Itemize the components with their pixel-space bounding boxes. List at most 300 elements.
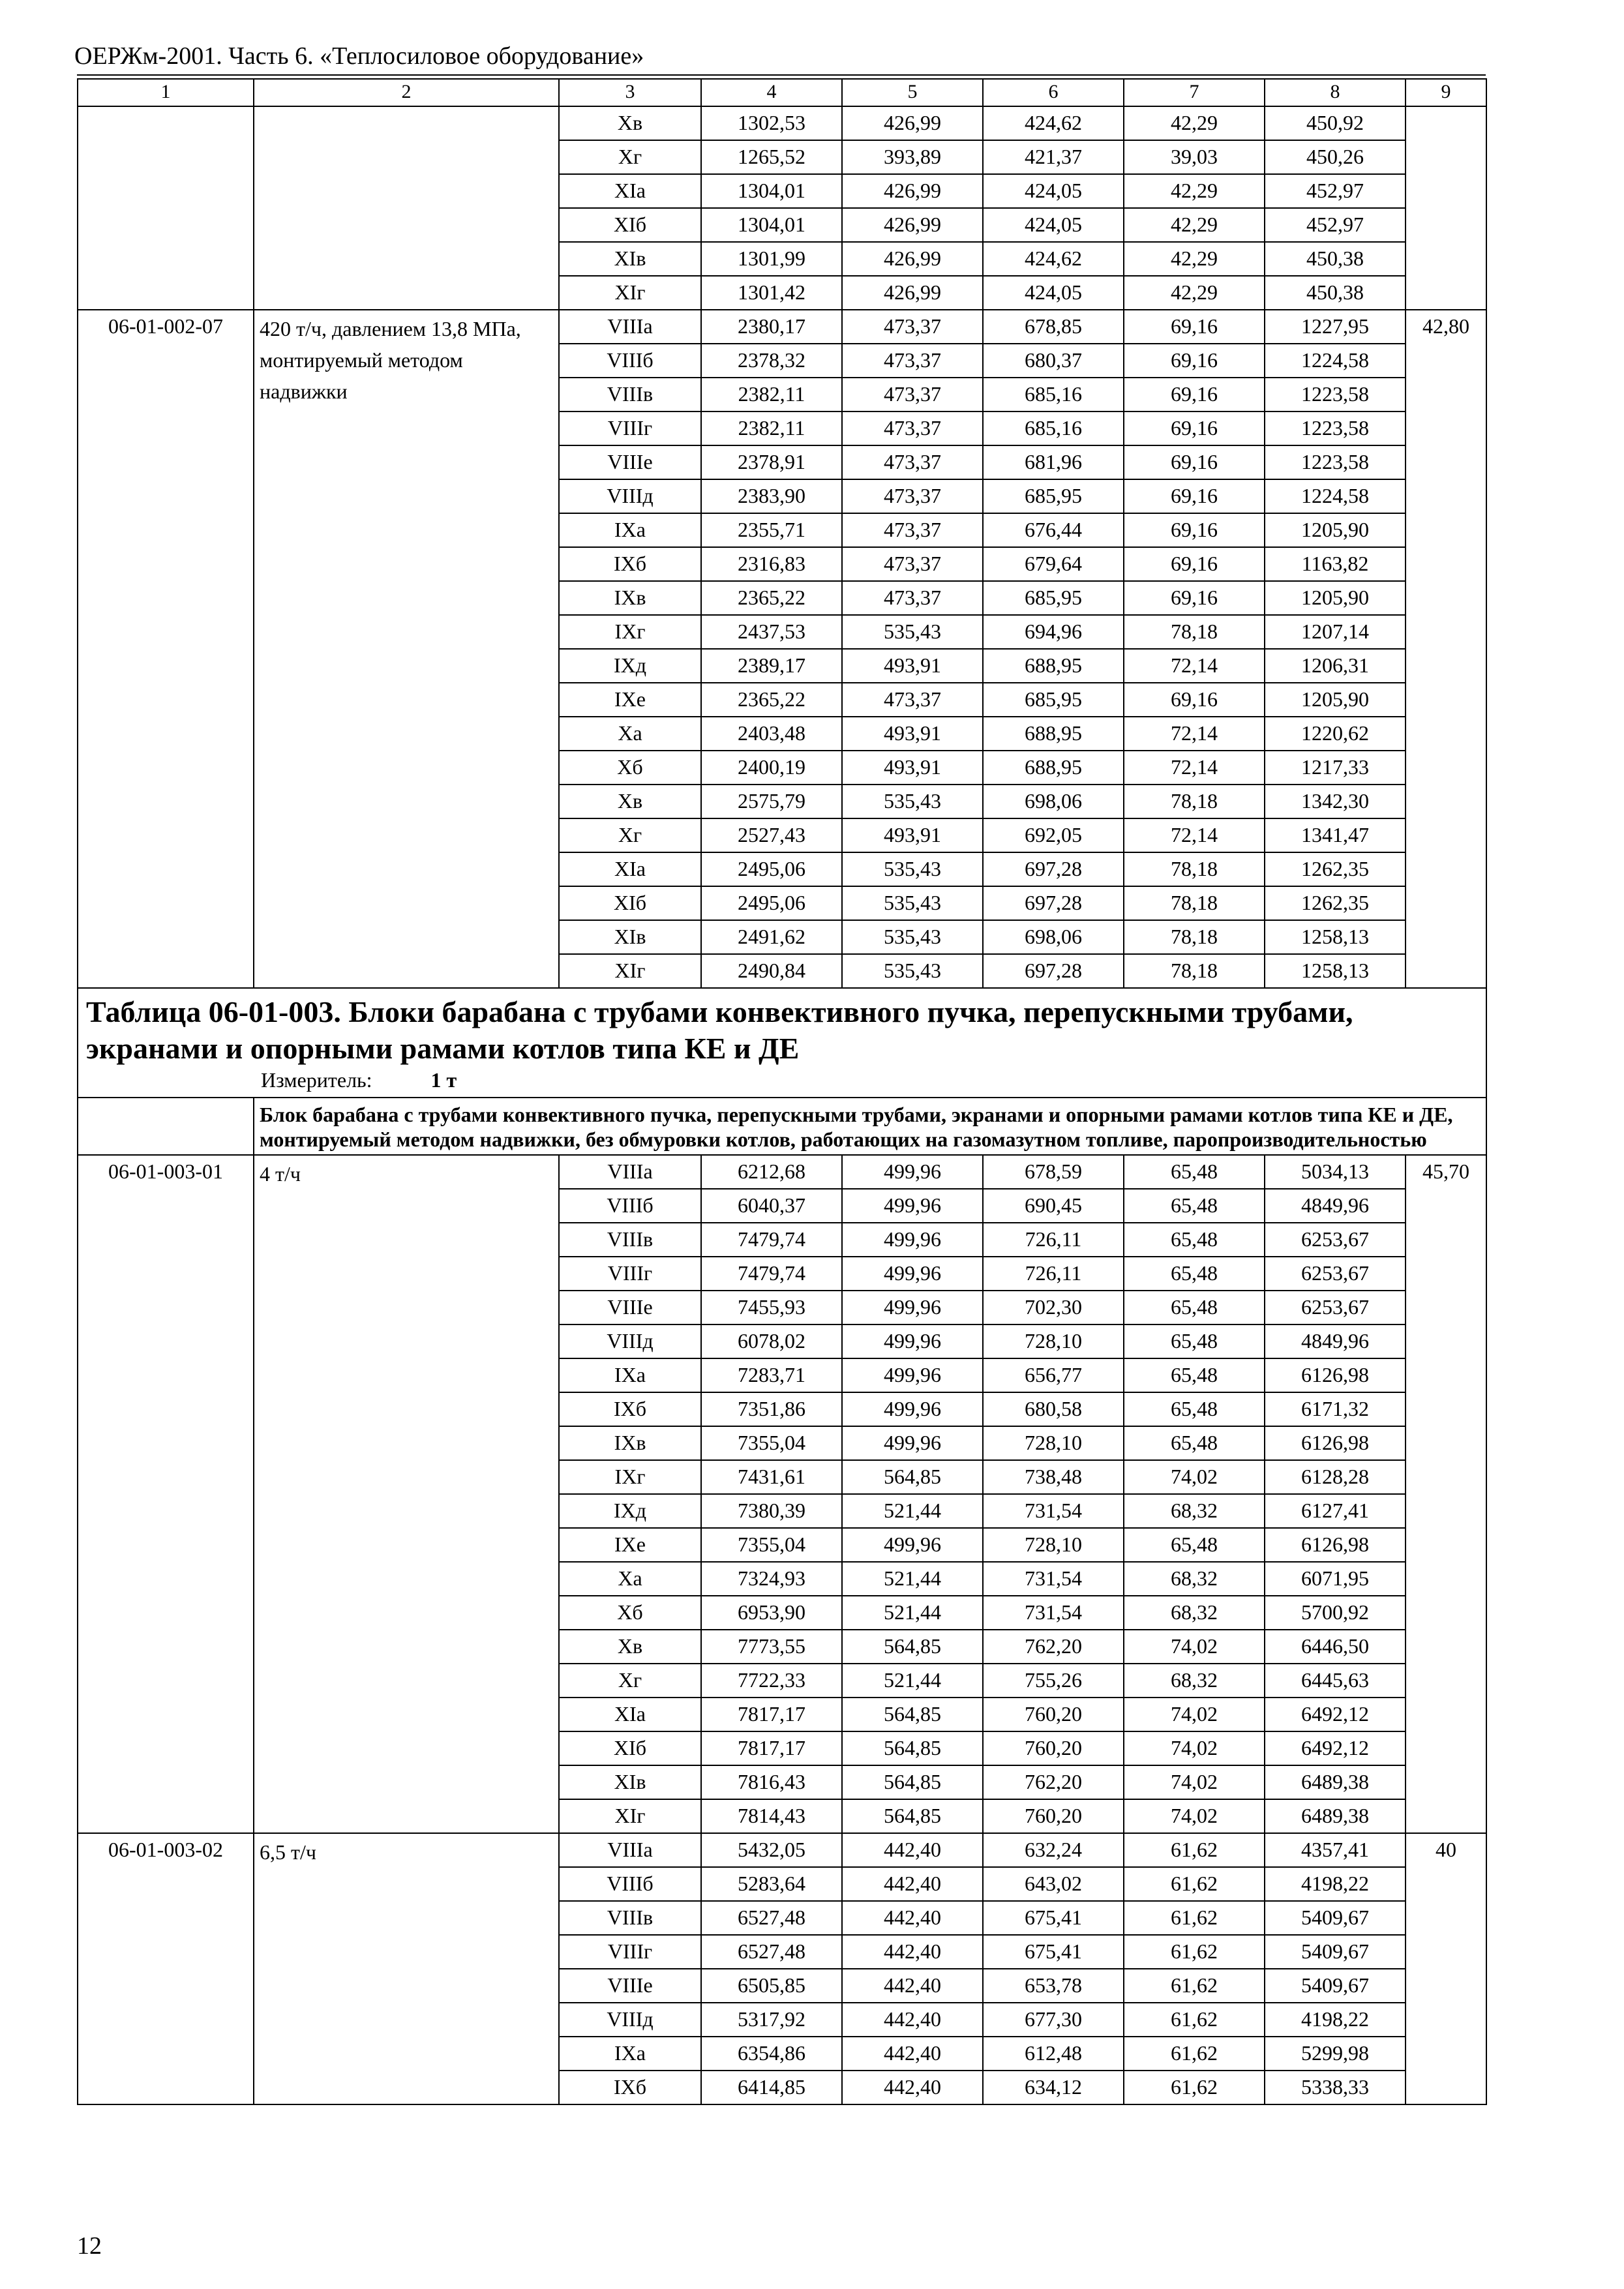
value-cell: 442,40 [842, 1833, 983, 1867]
value-cell: 6527,48 [701, 1935, 842, 1969]
value-cell: 493,91 [842, 649, 983, 683]
value-cell: 473,37 [842, 411, 983, 445]
value-cell: 442,40 [842, 2071, 983, 2104]
value-cell: 521,44 [842, 1664, 983, 1698]
value-cell: 762,20 [983, 1630, 1124, 1664]
value-cell: 690,45 [983, 1189, 1124, 1223]
value-cell: 499,96 [842, 1358, 983, 1392]
region-cell: VIIIг [559, 411, 701, 445]
region-cell: IХа [559, 2037, 701, 2071]
value-cell: 521,44 [842, 1596, 983, 1630]
region-cell: ХIг [559, 1799, 701, 1833]
value-cell: 6445,63 [1265, 1664, 1406, 1698]
value-cell: 61,62 [1124, 2003, 1265, 2037]
region-cell: Хб [559, 1596, 701, 1630]
group-code-cell [78, 1098, 254, 1155]
value-cell: 685,16 [983, 378, 1124, 411]
rate-code-cell: 06-01-003-02 [78, 1833, 254, 2104]
region-cell: VIIIд [559, 1324, 701, 1358]
value-cell: 6527,48 [701, 1901, 842, 1935]
value-cell: 726,11 [983, 1257, 1124, 1291]
value-cell: 61,62 [1124, 1935, 1265, 1969]
rate-description-cell: 420 т/ч, давлением 13,8 МПа, монтируемый методом надвижки [254, 310, 559, 988]
region-cell: VIIIа [559, 310, 701, 344]
value-cell: 643,02 [983, 1867, 1124, 1901]
region-cell: IХг [559, 1460, 701, 1494]
value-cell: 78,18 [1124, 852, 1265, 886]
column-number-cell: 6 [983, 79, 1124, 106]
value-cell: 535,43 [842, 615, 983, 649]
labor-cell: 42,80 [1406, 310, 1486, 988]
value-cell: 473,37 [842, 310, 983, 344]
value-cell: 78,18 [1124, 920, 1265, 954]
region-cell: VIIIг [559, 1257, 701, 1291]
value-cell: 42,29 [1124, 208, 1265, 242]
value-cell: 473,37 [842, 445, 983, 479]
value-cell: 78,18 [1124, 615, 1265, 649]
value-cell: 5409,67 [1265, 1969, 1406, 2003]
page-number: 12 [77, 2232, 102, 2260]
group-description-row [78, 1098, 1486, 1155]
value-cell: 762,20 [983, 1765, 1124, 1799]
value-cell: 698,06 [983, 920, 1124, 954]
value-cell: 442,40 [842, 1935, 983, 1969]
value-cell: 5283,64 [701, 1867, 842, 1901]
value-cell: 678,59 [983, 1155, 1124, 1189]
value-cell: 426,99 [842, 242, 983, 276]
value-cell: 61,62 [1124, 2071, 1265, 2104]
value-cell: 442,40 [842, 1901, 983, 1935]
region-cell: VIIIе [559, 1291, 701, 1324]
region-cell: IХв [559, 1426, 701, 1460]
value-cell: 65,48 [1124, 1189, 1265, 1223]
value-cell: 564,85 [842, 1799, 983, 1833]
region-cell: IХд [559, 1494, 701, 1528]
value-cell: 65,48 [1124, 1291, 1265, 1324]
value-cell: 442,40 [842, 1969, 983, 2003]
value-cell: 1163,82 [1265, 547, 1406, 581]
value-cell: 6414,85 [701, 2071, 842, 2104]
value-cell: 4198,22 [1265, 1867, 1406, 1901]
value-cell: 1223,58 [1265, 445, 1406, 479]
value-cell: 424,62 [983, 242, 1124, 276]
value-cell: 42,29 [1124, 276, 1265, 310]
value-cell: 1223,58 [1265, 378, 1406, 411]
value-cell: 1304,01 [701, 174, 842, 208]
value-cell: 2389,17 [701, 649, 842, 683]
value-cell: 78,18 [1124, 785, 1265, 818]
value-cell: 697,28 [983, 954, 1124, 988]
value-cell: 69,16 [1124, 547, 1265, 581]
value-cell: 7283,71 [701, 1358, 842, 1392]
value-cell: 499,96 [842, 1324, 983, 1358]
region-cell: Ха [559, 1562, 701, 1596]
value-cell: 499,96 [842, 1291, 983, 1324]
region-cell: VIIIе [559, 1969, 701, 2003]
region-cell: IХб [559, 1392, 701, 1426]
value-cell: 68,32 [1124, 1562, 1265, 1596]
value-cell: 681,96 [983, 445, 1124, 479]
region-cell: Хг [559, 140, 701, 174]
value-cell: 74,02 [1124, 1765, 1265, 1799]
value-cell: 679,64 [983, 547, 1124, 581]
value-cell: 1224,58 [1265, 344, 1406, 378]
table-row [78, 310, 1486, 344]
value-cell: 424,05 [983, 276, 1124, 310]
value-cell: 5700,92 [1265, 1596, 1406, 1630]
value-cell: 2400,19 [701, 751, 842, 785]
value-cell: 426,99 [842, 106, 983, 140]
value-cell: 2382,11 [701, 411, 842, 445]
region-cell: ХIв [559, 242, 701, 276]
value-cell: 680,37 [983, 344, 1124, 378]
region-cell: Хг [559, 818, 701, 852]
rates-table-container [77, 78, 1486, 2105]
value-cell: 61,62 [1124, 2037, 1265, 2071]
value-cell: 42,29 [1124, 106, 1265, 140]
value-cell: 69,16 [1124, 513, 1265, 547]
value-cell: 1217,33 [1265, 751, 1406, 785]
region-cell: VIIIд [559, 479, 701, 513]
value-cell: 728,10 [983, 1426, 1124, 1460]
value-cell: 7479,74 [701, 1223, 842, 1257]
value-cell: 65,48 [1124, 1324, 1265, 1358]
value-cell: 499,96 [842, 1223, 983, 1257]
value-cell: 685,16 [983, 411, 1124, 445]
region-cell: VIIIа [559, 1833, 701, 1867]
value-cell: 7817,17 [701, 1698, 842, 1731]
value-cell: 452,97 [1265, 208, 1406, 242]
value-cell: 473,37 [842, 344, 983, 378]
value-cell: 499,96 [842, 1155, 983, 1189]
value-cell: 69,16 [1124, 581, 1265, 615]
value-cell: 6212,68 [701, 1155, 842, 1189]
value-cell: 2382,11 [701, 378, 842, 411]
value-cell: 5338,33 [1265, 2071, 1406, 2104]
value-cell: 4198,22 [1265, 2003, 1406, 2037]
column-number-cell: 2 [254, 79, 559, 106]
value-cell: 61,62 [1124, 1833, 1265, 1867]
value-cell: 5299,98 [1265, 2037, 1406, 2071]
value-cell: 4849,96 [1265, 1189, 1406, 1223]
value-cell: 678,85 [983, 310, 1124, 344]
table-title-row [78, 988, 1486, 1098]
value-cell: 6126,98 [1265, 1358, 1406, 1392]
value-cell: 473,37 [842, 479, 983, 513]
value-cell: 677,30 [983, 2003, 1124, 2037]
region-cell: Хг [559, 1664, 701, 1698]
value-cell: 521,44 [842, 1562, 983, 1596]
value-cell: 7773,55 [701, 1630, 842, 1664]
value-cell: 6489,38 [1265, 1799, 1406, 1833]
value-cell: 688,95 [983, 717, 1124, 751]
value-cell: 685,95 [983, 683, 1124, 717]
value-cell: 39,03 [1124, 140, 1265, 174]
value-cell: 65,48 [1124, 1155, 1265, 1189]
group-description-cell: Блок барабана с трубами конвективного пучка, перепускными трубами, экранами и опорными рамами котлов типа КЕ и ДЕ, монтируемый методом надвижки, без обмуровки котлов, работающих на газомазутном топливе, паропроизводительностью [254, 1098, 1486, 1155]
value-cell: 688,95 [983, 751, 1124, 785]
value-cell: 2495,06 [701, 886, 842, 920]
value-cell: 680,58 [983, 1392, 1124, 1426]
units-value: 1 т [430, 1068, 457, 1092]
value-cell: 65,48 [1124, 1257, 1265, 1291]
value-cell: 1206,31 [1265, 649, 1406, 683]
value-cell: 450,26 [1265, 140, 1406, 174]
value-cell: 685,95 [983, 581, 1124, 615]
value-cell: 7817,17 [701, 1731, 842, 1765]
value-cell: 535,43 [842, 886, 983, 920]
value-cell: 731,54 [983, 1494, 1124, 1528]
value-cell: 74,02 [1124, 1630, 1265, 1664]
value-cell: 564,85 [842, 1698, 983, 1731]
value-cell: 424,05 [983, 208, 1124, 242]
region-cell: VIIIб [559, 1867, 701, 1901]
value-cell: 424,05 [983, 174, 1124, 208]
value-cell: 74,02 [1124, 1698, 1265, 1731]
value-cell: 499,96 [842, 1392, 983, 1426]
value-cell: 760,20 [983, 1799, 1124, 1833]
value-cell: 450,38 [1265, 276, 1406, 310]
labor-cell: 40 [1406, 1833, 1486, 2104]
region-cell: ХIа [559, 1698, 701, 1731]
value-cell: 1262,35 [1265, 852, 1406, 886]
column-number-cell: 1 [78, 79, 254, 106]
region-cell: VIIIе [559, 445, 701, 479]
value-cell: 426,99 [842, 174, 983, 208]
value-cell: 426,99 [842, 208, 983, 242]
value-cell: 521,44 [842, 1494, 983, 1528]
value-cell: 7351,86 [701, 1392, 842, 1426]
value-cell: 499,96 [842, 1257, 983, 1291]
value-cell: 493,91 [842, 818, 983, 852]
column-number-cell: 8 [1265, 79, 1406, 106]
value-cell: 69,16 [1124, 445, 1265, 479]
value-cell: 702,30 [983, 1291, 1124, 1324]
value-cell: 6171,32 [1265, 1392, 1406, 1426]
value-cell: 69,16 [1124, 344, 1265, 378]
value-cell: 68,32 [1124, 1596, 1265, 1630]
value-cell: 731,54 [983, 1596, 1124, 1630]
value-cell: 1205,90 [1265, 581, 1406, 615]
value-cell: 685,95 [983, 479, 1124, 513]
value-cell: 5409,67 [1265, 1935, 1406, 1969]
value-cell: 1227,95 [1265, 310, 1406, 344]
value-cell: 2365,22 [701, 683, 842, 717]
value-cell: 7380,39 [701, 1494, 842, 1528]
value-cell: 564,85 [842, 1731, 983, 1765]
value-cell: 2378,91 [701, 445, 842, 479]
value-cell: 6078,02 [701, 1324, 842, 1358]
region-cell: ХIв [559, 920, 701, 954]
value-cell: 535,43 [842, 785, 983, 818]
value-cell: 6253,67 [1265, 1291, 1406, 1324]
value-cell: 72,14 [1124, 818, 1265, 852]
value-cell: 473,37 [842, 683, 983, 717]
value-cell: 2316,83 [701, 547, 842, 581]
value-cell: 2378,32 [701, 344, 842, 378]
region-cell: IХе [559, 1528, 701, 1562]
value-cell: 1258,13 [1265, 954, 1406, 988]
value-cell: 7479,74 [701, 1257, 842, 1291]
column-number-cell: 5 [842, 79, 983, 106]
region-cell: VIIIа [559, 1155, 701, 1189]
value-cell: 2355,71 [701, 513, 842, 547]
value-cell: 1258,13 [1265, 920, 1406, 954]
value-cell: 5317,92 [701, 2003, 842, 2037]
value-cell: 6953,90 [701, 1596, 842, 1630]
region-cell: ХIб [559, 1731, 701, 1765]
region-cell: Хв [559, 106, 701, 140]
rate-description-cell: 6,5 т/ч [254, 1833, 559, 2104]
table-row [78, 1155, 1486, 1189]
value-cell: 1207,14 [1265, 615, 1406, 649]
value-cell: 6446,50 [1265, 1630, 1406, 1664]
value-cell: 69,16 [1124, 411, 1265, 445]
units-line [261, 1067, 1478, 1093]
value-cell: 424,62 [983, 106, 1124, 140]
value-cell: 697,28 [983, 852, 1124, 886]
region-cell: IХд [559, 649, 701, 683]
value-cell: 6489,38 [1265, 1765, 1406, 1799]
value-cell: 442,40 [842, 2037, 983, 2071]
labor-cell [1406, 106, 1486, 310]
region-cell: VIIIг [559, 1935, 701, 1969]
value-cell: 473,37 [842, 378, 983, 411]
value-cell: 1262,35 [1265, 886, 1406, 920]
value-cell: 74,02 [1124, 1731, 1265, 1765]
region-cell: IХе [559, 683, 701, 717]
value-cell: 1205,90 [1265, 683, 1406, 717]
value-cell: 1223,58 [1265, 411, 1406, 445]
value-cell: 426,99 [842, 276, 983, 310]
value-cell: 564,85 [842, 1765, 983, 1799]
value-cell: 69,16 [1124, 479, 1265, 513]
value-cell: 65,48 [1124, 1223, 1265, 1257]
value-cell: 675,41 [983, 1935, 1124, 1969]
value-cell: 564,85 [842, 1460, 983, 1494]
value-cell: 1224,58 [1265, 479, 1406, 513]
table-row [78, 106, 1486, 140]
column-number-cell: 3 [559, 79, 701, 106]
value-cell: 74,02 [1124, 1799, 1265, 1833]
value-cell: 1265,52 [701, 140, 842, 174]
value-cell: 5034,13 [1265, 1155, 1406, 1189]
value-cell: 698,06 [983, 785, 1124, 818]
value-cell: 78,18 [1124, 954, 1265, 988]
value-cell: 7355,04 [701, 1528, 842, 1562]
value-cell: 675,41 [983, 1901, 1124, 1935]
value-cell: 2575,79 [701, 785, 842, 818]
region-cell: IХа [559, 1358, 701, 1392]
value-cell: 2495,06 [701, 852, 842, 886]
region-cell: Хв [559, 785, 701, 818]
region-cell: IХа [559, 513, 701, 547]
value-cell: 68,32 [1124, 1494, 1265, 1528]
region-cell: ХIа [559, 852, 701, 886]
value-cell: 69,16 [1124, 683, 1265, 717]
value-cell: 634,12 [983, 2071, 1124, 2104]
value-cell: 694,96 [983, 615, 1124, 649]
table-row [78, 1833, 1486, 1867]
value-cell: 535,43 [842, 920, 983, 954]
value-cell: 728,10 [983, 1528, 1124, 1562]
rates-table [77, 78, 1487, 2105]
value-cell: 442,40 [842, 1867, 983, 1901]
value-cell: 65,48 [1124, 1392, 1265, 1426]
region-cell: ХIб [559, 208, 701, 242]
value-cell: 612,48 [983, 2037, 1124, 2071]
value-cell: 653,78 [983, 1969, 1124, 2003]
rate-code-cell: 06-01-003-01 [78, 1155, 254, 1833]
value-cell: 72,14 [1124, 751, 1265, 785]
region-cell: IХб [559, 2071, 701, 2104]
column-number-row [78, 79, 1486, 106]
rate-code-cell: 06-01-002-07 [78, 310, 254, 988]
region-cell: ХIа [559, 174, 701, 208]
region-cell: VIIIв [559, 1901, 701, 1935]
value-cell: 7814,43 [701, 1799, 842, 1833]
value-cell: 42,29 [1124, 242, 1265, 276]
value-cell: 499,96 [842, 1189, 983, 1223]
value-cell: 7431,61 [701, 1460, 842, 1494]
value-cell: 738,48 [983, 1460, 1124, 1494]
value-cell: 393,89 [842, 140, 983, 174]
region-cell: VIIIв [559, 378, 701, 411]
value-cell: 72,14 [1124, 717, 1265, 751]
value-cell: 5409,67 [1265, 1901, 1406, 1935]
page-header: ОЕРЖм-2001. Часть 6. «Теплосиловое оборудование» [74, 42, 644, 70]
value-cell: 535,43 [842, 852, 983, 886]
value-cell: 6492,12 [1265, 1731, 1406, 1765]
value-cell: 6127,41 [1265, 1494, 1406, 1528]
value-cell: 499,96 [842, 1528, 983, 1562]
value-cell: 1341,47 [1265, 818, 1406, 852]
value-cell: 1220,62 [1265, 717, 1406, 751]
value-cell: 69,16 [1124, 378, 1265, 411]
region-cell: VIIIв [559, 1223, 701, 1257]
value-cell: 656,77 [983, 1358, 1124, 1392]
value-cell: 499,96 [842, 1426, 983, 1460]
region-cell: VIIIб [559, 1189, 701, 1223]
value-cell: 2403,48 [701, 717, 842, 751]
value-cell: 473,37 [842, 547, 983, 581]
value-cell: 72,14 [1124, 649, 1265, 683]
region-cell: ХIг [559, 276, 701, 310]
value-cell: 7816,43 [701, 1765, 842, 1799]
region-cell: ХIб [559, 886, 701, 920]
rate-code-cell [78, 106, 254, 310]
region-cell: IХб [559, 547, 701, 581]
value-cell: 78,18 [1124, 886, 1265, 920]
value-cell: 6492,12 [1265, 1698, 1406, 1731]
value-cell: 688,95 [983, 649, 1124, 683]
value-cell: 2365,22 [701, 581, 842, 615]
value-cell: 493,91 [842, 751, 983, 785]
value-cell: 442,40 [842, 2003, 983, 2037]
value-cell: 450,38 [1265, 242, 1406, 276]
value-cell: 1205,90 [1265, 513, 1406, 547]
value-cell: 493,91 [842, 717, 983, 751]
value-cell: 65,48 [1124, 1528, 1265, 1562]
value-cell: 42,29 [1124, 174, 1265, 208]
value-cell: 1301,42 [701, 276, 842, 310]
value-cell: 450,92 [1265, 106, 1406, 140]
value-cell: 697,28 [983, 886, 1124, 920]
region-cell: IХг [559, 615, 701, 649]
value-cell: 6253,67 [1265, 1257, 1406, 1291]
value-cell: 74,02 [1124, 1460, 1265, 1494]
units-label: Измеритель: [261, 1068, 372, 1092]
